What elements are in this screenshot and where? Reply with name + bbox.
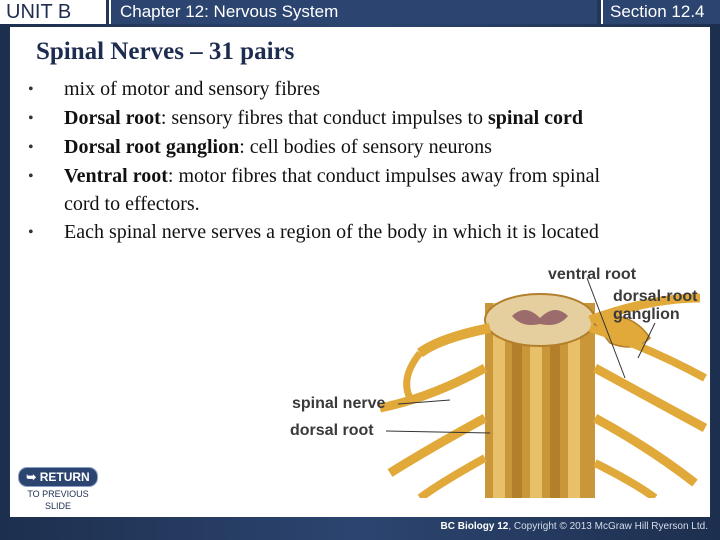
bullet-text: : motor fibres that conduct impulses away from spinal [167,165,601,187]
bullet-item [24,162,674,218]
return-caption-line2: SLIDE [44,501,71,511]
section-label: Section 12.4 [601,0,720,24]
bullet-text: : cell bodies of sensory neurons [239,136,492,158]
label-dorsal-root: dorsal root [290,422,374,439]
return-button[interactable] [18,467,98,487]
chapter-label: Chapter 12: Nervous System [109,0,597,24]
unit-label: UNIT B [0,0,106,24]
bullet-term: Dorsal root [64,107,161,129]
leader-dorsal-root [386,431,490,433]
slide-title: Spinal Nerves – 31 pairs [36,38,295,65]
bullet-term: spinal cord [488,107,584,129]
bullet-text: Each spinal nerve serves a region of the body in which it is located [64,221,599,243]
bullet-continuation: cord to effectors. [64,193,200,215]
bullet-item [24,104,674,133]
bullet-term: Dorsal root ganglion [64,136,240,158]
label-ventral-root: ventral root [548,266,637,283]
return-caption [14,488,102,512]
header-bar [0,0,720,27]
spinal-cord-figure [290,258,710,498]
bullet-item [24,75,674,104]
return-label: RETURN [39,470,90,484]
footer-copyright: , Copyright © 2013 McGraw Hill Ryerson Ltd. [508,521,708,532]
footer-brand: BC Biology 12 [440,521,509,532]
label-spinal-nerve: spinal nerve [292,395,386,412]
bullet-list [24,75,674,247]
footer-credit [441,521,708,532]
bullet-text: : sensory fibres that conduct impulses to [160,107,489,129]
bullet-text: mix of motor and sensory fibres [64,78,321,100]
return-caption-line1: TO PREVIOUS [27,489,89,499]
return-arrow-icon: ➥ [26,470,37,484]
label-ganglion-line1: dorsal-root [613,288,698,305]
bullet-term: Ventral root [64,165,168,187]
bullet-item [24,218,674,247]
label-ganglion-line2: ganglion [613,306,680,323]
bullet-item [24,133,674,162]
